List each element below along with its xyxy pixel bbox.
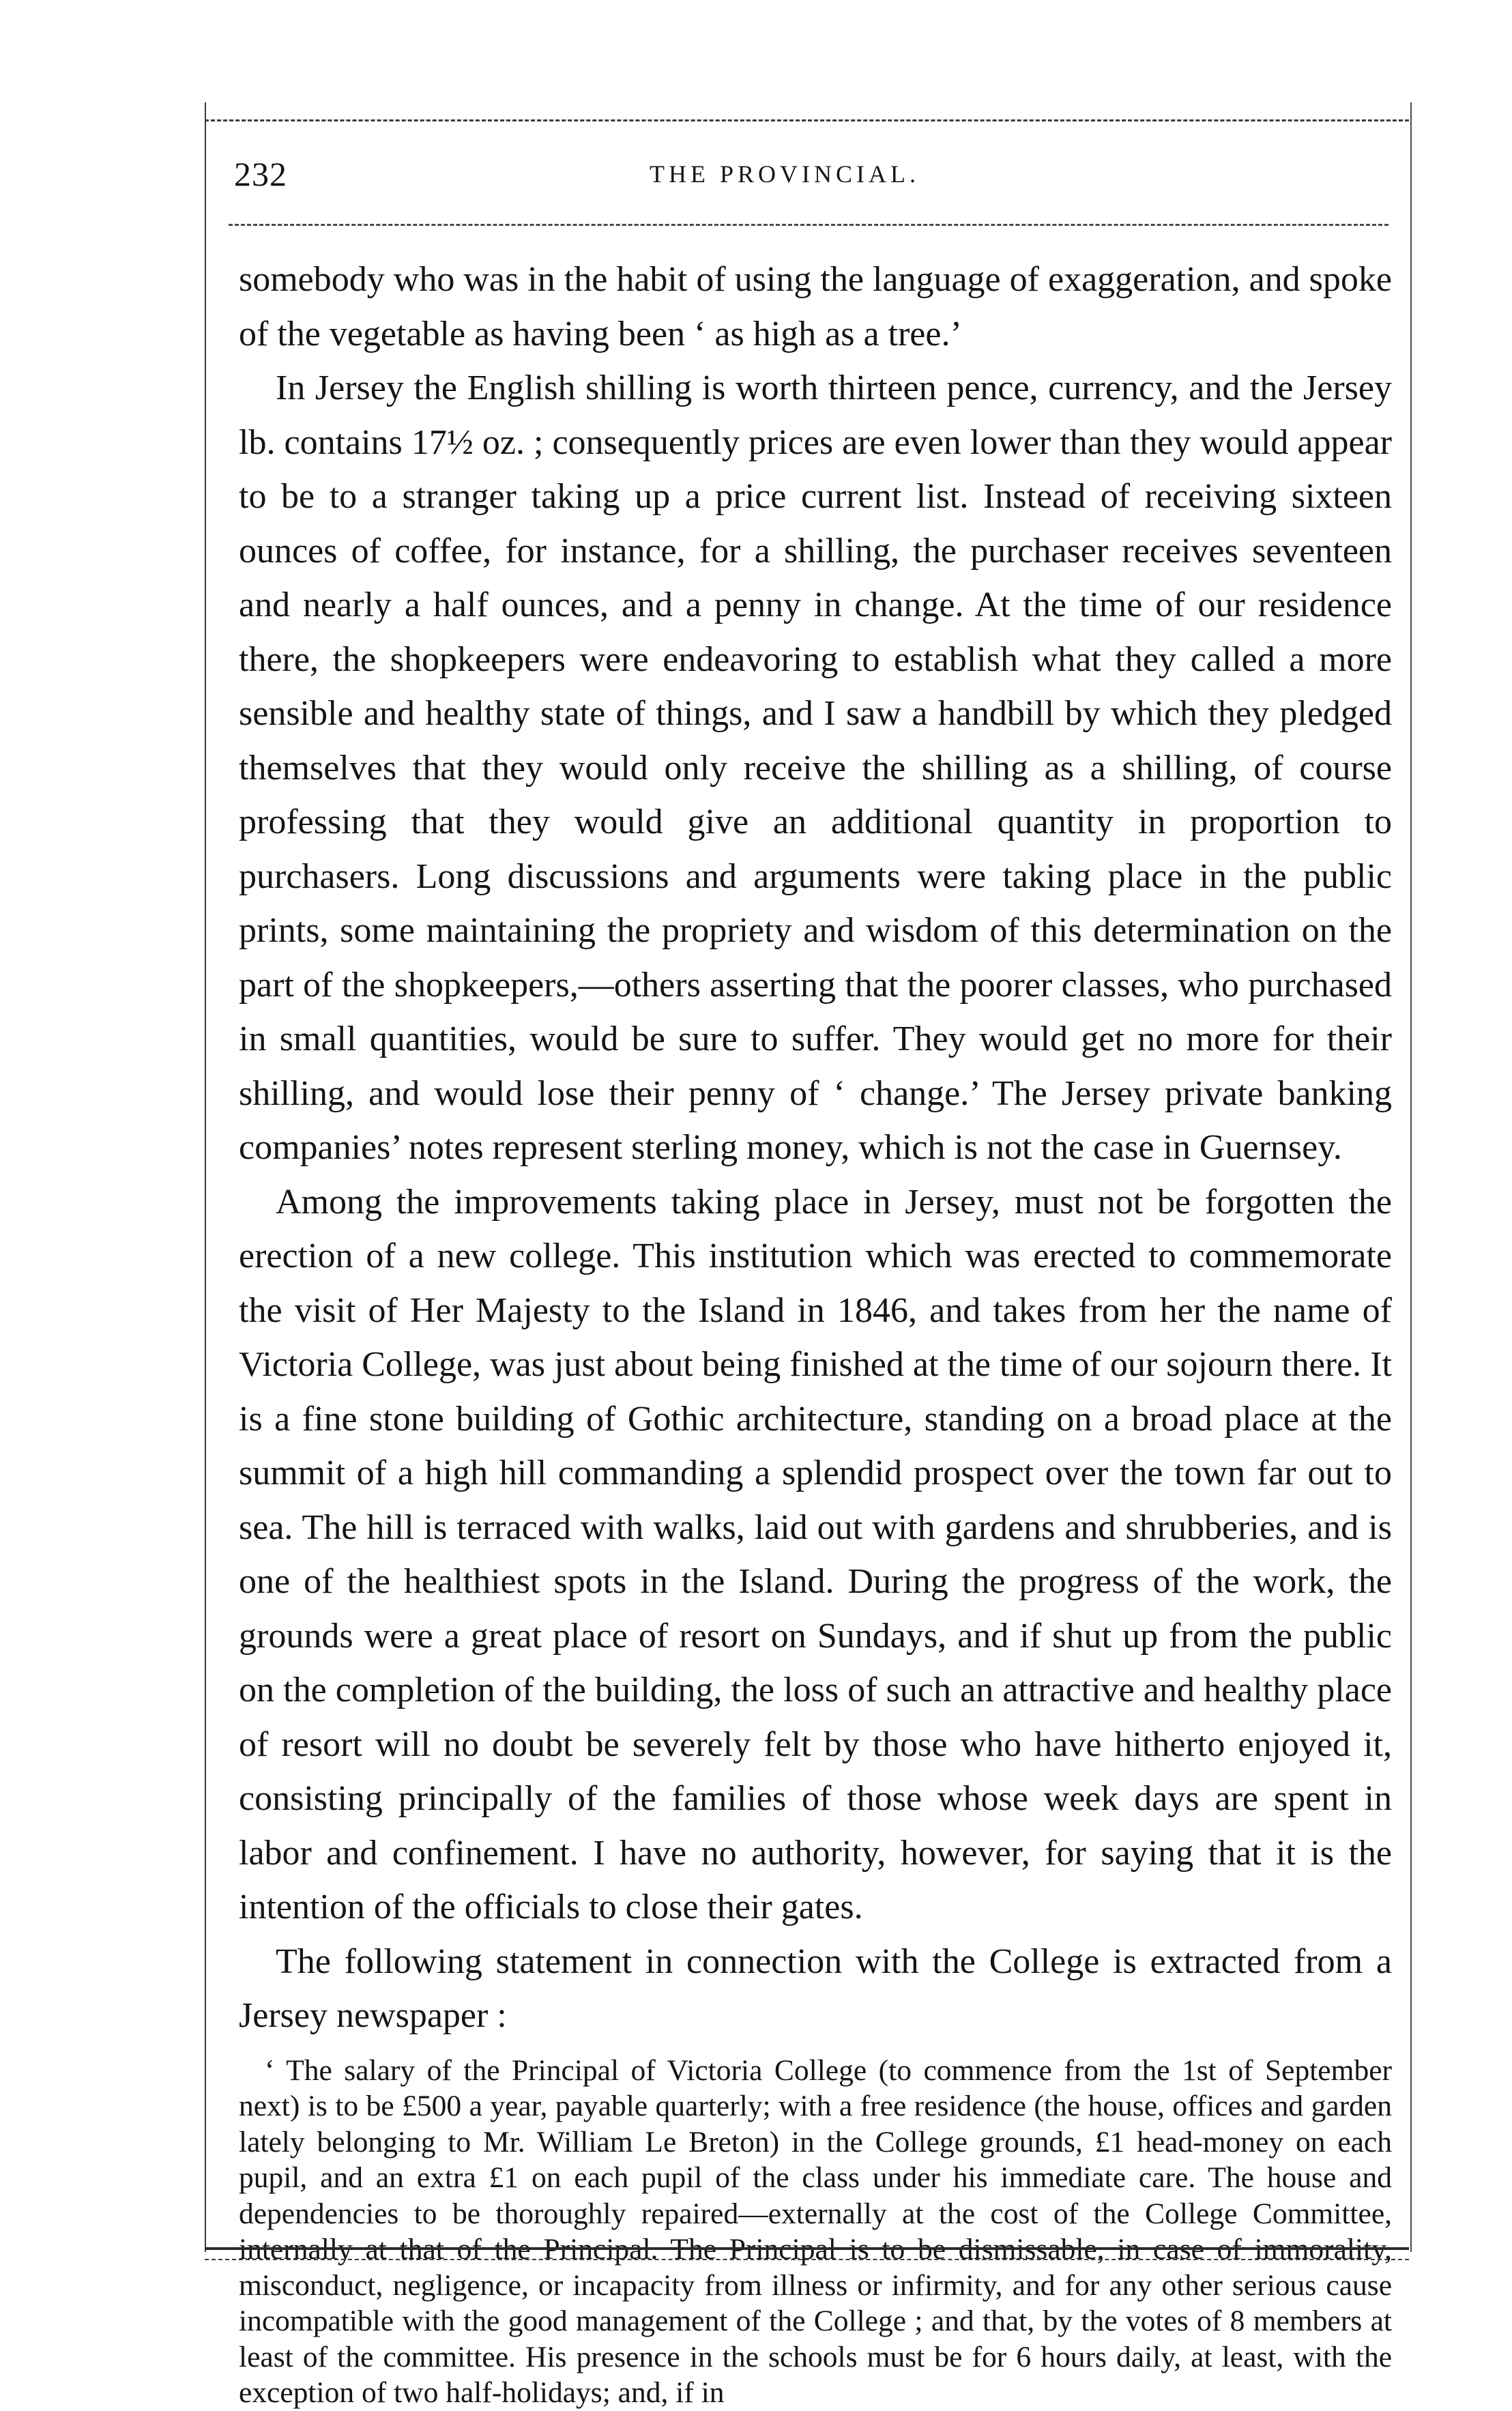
paragraph: Among the improvements taking place in Jersey, must not be forgotten the erection of a new college. This institution which was erected to commemorate the visit of Her Majesty to the Island in 1846, and takes from her the name of Victoria College, was just about being finished at the time of our sojourn there. It is a fine stone building of Gothic architecture, standing on a broad place at the summit of a high hill commanding a splendid prospect over the town far out to sea. The hill is terraced with walks, laid out with gardens and shrubberies, and is one of the healthiest spots in the Island. During the progress of the work, the grounds were a great place of resort on Sundays, and if shut up from the public on the completion of the building, the loss of such an attractive and healthy place of resort will no doubt be severely felt by those who have hitherto enjoyed it, consisting principally of the families of those whose week days are spent in labor and confinement. I have no authority, however, for saying that it is the intention of the officials to close their gates. — [239, 1182, 1392, 1926]
bottom-rule — [205, 2247, 1409, 2250]
header-rule — [229, 224, 1389, 226]
bottom-rule-dashed — [205, 2259, 1409, 2260]
paragraph: The following statement in connection with the College is extracted from a Jersey newspaper : — [239, 1941, 1392, 2035]
quotation-text: ‘ The salary of the Principal of Victoria College (to commence from the 1st of September next) is to be £500 a year, payable quarterly; with a free residence (the house, offices and garden lately belonging to Mr. William Le Breton) in the College grounds, £1 head-money on each pupil, and an extra £1 on each pupil of the class under his immediate care. The house and dependencies to be thoroughly repaired—externally at the cost of the College Committee, internally at that of the Principal. The Principal is to be dismissable, in case of immorality, misconduct, negligence, or incapacity from illness or infirmity, and for any other serious cause incompatible with the good management of the College ; and that, by the votes of 8 members at least of the committee. His presence in the schools must be for 6 hours daily, at least, with the exception of two half-holidays; and, if in — [239, 2053, 1392, 2409]
top-rule — [205, 119, 1409, 121]
body-text — [239, 252, 1392, 2043]
running-title: THE PROVINCIAL. — [650, 160, 920, 188]
page-number: 232 — [234, 155, 287, 193]
main-text — [239, 252, 1392, 2411]
block-quotation — [239, 2053, 1392, 2411]
paragraph: In Jersey the English shilling is worth thirteen pence, currency, and the Jersey lb. contains 17½ oz. ; consequently prices are even lower than they would appear to be to a stranger taking up a price current list. Instead of receiving sixteen ounces of coffee, for instance, for a shilling, the purchaser receives seventeen and nearly a half ounces, and a penny in change. At the time of our residence there, the shopkeepers were endeavoring to establish what they called a more sensible and healthy state of things, and I saw a handbill by which they pledged themselves that they would only receive the shilling as a shilling, of course professing that they would give an additional quantity in proportion to purchasers. Long discussions and arguments were taking place in the public prints, some maintaining the propriety and wisdom of this determination on the part of the shopkeepers,—others asserting that the poorer classes, who purchased in small quantities, would be sure to suffer. They would get no more for their shilling, and would lose their penny of ‘ change.’ The Jersey private banking companies’ notes represent sterling money, which is not the case in Guernsey. — [239, 369, 1392, 1167]
paragraph: somebody who was in the habit of using the language of exaggeration, and spoke of the vegetable as having been ‘ as high as a tree.’ — [239, 260, 1392, 353]
